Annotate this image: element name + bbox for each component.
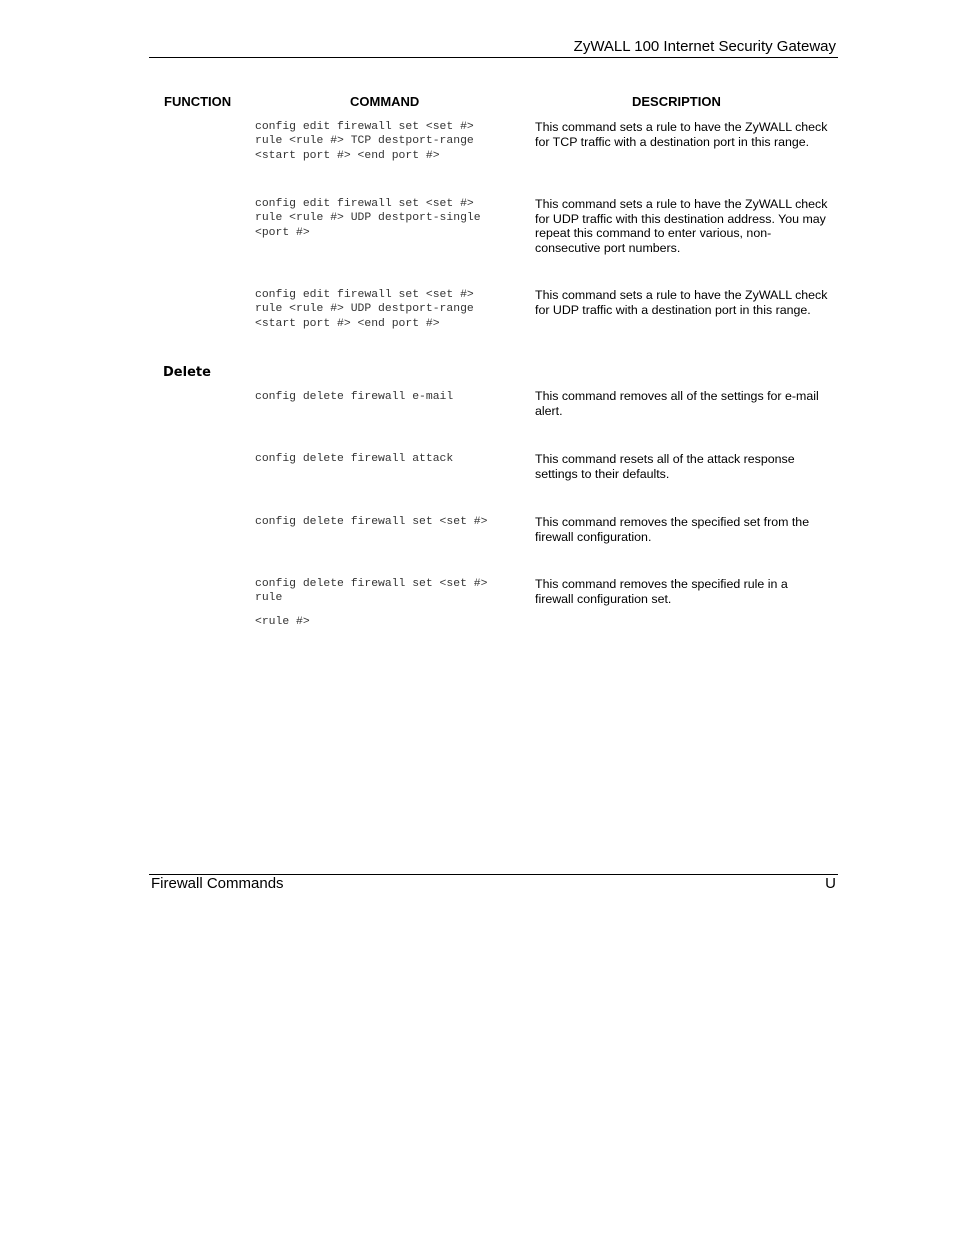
footer-page-number: U	[825, 875, 836, 892]
footer-section-title: Firewall Commands	[151, 875, 284, 892]
command-text: config edit firewall set <set #> rule <rule #> UDP destport-single <port #>	[255, 198, 481, 239]
description-text: This command resets all of the attack response settings to their defaults.	[535, 452, 795, 481]
section-label-delete: Delete	[163, 365, 211, 380]
column-header-function: FUNCTION	[164, 94, 232, 109]
description-text: This command sets a rule to have the ZyWALL check for UDP traffic with this destination address. You may repeat this command to enter various, non-consecutive port numbers.	[535, 197, 828, 255]
command-text-continuation: <rule #>	[255, 616, 310, 628]
column-header-command: COMMAND	[350, 94, 420, 109]
command-text: config delete firewall set <set #>	[255, 516, 488, 528]
description-text: This command removes the specified set from the firewall configuration.	[535, 515, 810, 544]
command-text: config edit firewall set <set #> rule <rule #> UDP destport-range <start port #> <end port #>	[255, 289, 474, 330]
column-header-description: DESCRIPTION	[632, 94, 721, 109]
description-text: This command sets a rule to have the ZyWALL check for UDP traffic with a destination port in this range.	[535, 288, 828, 317]
command-text: config delete firewall attack	[255, 453, 454, 465]
description-text: This command sets a rule to have the ZyWALL check for TCP traffic with a destination port in this range.	[535, 120, 828, 149]
page-header-title: ZyWALL 100 Internet Security Gateway	[573, 38, 836, 55]
description-text: This command removes all of the settings for e-mail alert.	[535, 389, 819, 418]
description-text: This command removes the specified rule in a firewall configuration set.	[535, 577, 788, 606]
header-rule	[149, 57, 838, 58]
command-text: config edit firewall set <set #> rule <rule #> TCP destport-range <start port #> <end port #>	[255, 121, 474, 162]
command-text: config delete firewall e-mail	[255, 391, 454, 403]
command-text: config delete firewall set <set #> rule	[255, 578, 488, 605]
